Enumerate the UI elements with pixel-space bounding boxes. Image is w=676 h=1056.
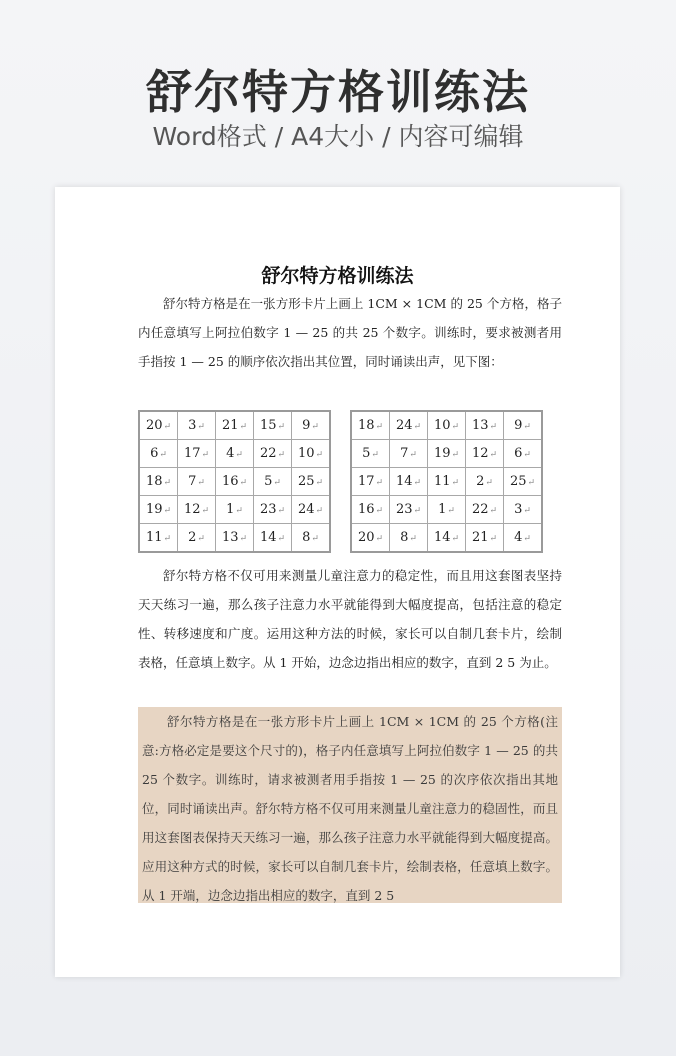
grid-cell [504, 440, 543, 468]
grid-cell-number: 14 [259, 530, 277, 545]
paragraph-mark-icon: ↵ [489, 422, 498, 432]
grid-cell [292, 411, 331, 440]
grid-row [351, 440, 542, 468]
paragraph-mark-icon: ↵ [523, 422, 531, 432]
paragraph-mark-icon: ↵ [239, 478, 248, 488]
grid-cell [390, 524, 428, 553]
grid-cell [139, 411, 178, 440]
grid-cell-number: 3 [188, 418, 197, 433]
paragraph-mark-icon: ↵ [447, 506, 455, 516]
grid-cell [292, 468, 331, 496]
paragraph-mark-icon: ↵ [197, 478, 205, 488]
paragraph-mark-icon: ↵ [409, 450, 417, 460]
grid-row [139, 524, 330, 553]
grid-cell [139, 524, 178, 553]
grid-cell [216, 440, 254, 468]
paragraph-mark-icon: ↵ [159, 450, 167, 460]
grid-cell [428, 524, 466, 553]
schulte-grid-2 [350, 410, 543, 553]
paragraph-mark-icon: ↵ [273, 478, 281, 488]
paragraph-mark-icon: ↵ [489, 506, 498, 516]
paragraph-highlighted: 舒尔特方格是在一张方形卡片上画上 1CM × 1CM 的 25 个方格(注意:方格必定是要这个尺寸的)，格子内任意填写上阿拉伯数字 1 — 25 的共 25 个数字。训练时，请求被测者用手指按 1 — 25 的次序依次指出其地位，同时诵读出声。舒尔特方格不仅可用来测量儿童注意力的稳固性，而且用这套图表保持天天练习一遍，那么孩子注意力水平就能得到大幅度提高。应用这种方式的时候，家长可以自制几套卡片，绘制表格，任意填上数字。从 1 开端，边念边指出相应的数字，直到 2 5 [138, 707, 562, 903]
grid-cell-number: 24 [395, 418, 413, 433]
grid-cell [351, 411, 390, 440]
paragraph-mark-icon: ↵ [523, 506, 531, 516]
grid-cell-number: 6 [514, 446, 523, 461]
paragraph-mark-icon: ↵ [451, 478, 460, 488]
paragraph-mark-icon: ↵ [375, 534, 384, 544]
paragraph-mark-icon: ↵ [235, 450, 243, 460]
paragraph-mark-icon: ↵ [523, 534, 531, 544]
grid-cell-number: 15 [259, 418, 277, 433]
paragraph-mark-icon: ↵ [409, 534, 417, 544]
grid-cell [390, 411, 428, 440]
grid-cell-number: 20 [357, 530, 375, 545]
grid-cell [351, 440, 390, 468]
grid-cell [292, 440, 331, 468]
grid-cell [351, 524, 390, 553]
grid-cell-number: 4 [226, 446, 235, 461]
grid-cell-number: 12 [471, 446, 489, 461]
grid-row [139, 468, 330, 496]
grid-cell-number: 7 [400, 446, 409, 461]
grid-cell-number: 14 [395, 474, 413, 489]
paragraph-mark-icon: ↵ [311, 422, 319, 432]
grid-row [139, 411, 330, 440]
paragraph-mark-icon: ↵ [489, 534, 498, 544]
grid-cell-number: 9 [302, 418, 311, 433]
document-page [55, 187, 620, 977]
grid-cell [139, 440, 178, 468]
grid-cell [178, 524, 216, 553]
grid-cell-number: 12 [183, 502, 201, 517]
grid-cell-number: 10 [433, 418, 451, 433]
paragraph-mark-icon: ↵ [197, 534, 205, 544]
grid-cell [178, 468, 216, 496]
paragraph-mark-icon: ↵ [201, 506, 210, 516]
paragraph-usage: 舒尔特方格不仅可用来测量儿童注意力的稳定性，而且用这套图表坚持天天练习一遍，那么孩子注意力水平就能得到大幅度提高，包括注意的稳定性、转移速度和广度。运用这种方法的时候，家长可以自制几套卡片，绘制表格，任意填上数字。从 1 开始，边念边指出相应的数字，直到 2 5 为止。 [138, 568, 562, 670]
paragraph-mark-icon: ↵ [315, 450, 324, 460]
grid-cell [504, 524, 543, 553]
grid-cell-number: 2 [188, 530, 197, 545]
grid-cell-number: 18 [145, 474, 163, 489]
grid-cell-number: 25 [297, 474, 315, 489]
grid-cell-number: 17 [357, 474, 375, 489]
grid-cell [390, 496, 428, 524]
paragraph-mark-icon: ↵ [413, 478, 422, 488]
banner-subtitle: Word格式 / A4大小 / 内容可编辑 [152, 122, 524, 151]
grid-cell-number: 13 [471, 418, 489, 433]
grid-cell-number: 20 [145, 418, 163, 433]
paragraph-mark-icon: ↵ [163, 534, 172, 544]
grid-cell-number: 3 [514, 502, 523, 517]
paragraph-mark-icon: ↵ [451, 450, 460, 460]
paragraph-mark-icon: ↵ [201, 450, 210, 460]
paragraph-mark-icon: ↵ [315, 478, 324, 488]
grid-cell-number: 25 [509, 474, 527, 489]
grid-cell [178, 440, 216, 468]
paragraph-mark-icon: ↵ [197, 422, 205, 432]
grid-cell [428, 496, 466, 524]
grid-cell-number: 11 [433, 474, 451, 489]
grid-cell [178, 496, 216, 524]
grid-cell-number: 22 [471, 502, 489, 517]
grid-row [139, 440, 330, 468]
grid-cell [254, 411, 292, 440]
paragraph-mark-icon: ↵ [163, 422, 172, 432]
grid-row [139, 496, 330, 524]
paragraph-intro: 舒尔特方格是在一张方形卡片上画上 1CM × 1CM 的 25 个方格，格子内任意填写上阿拉伯数字 1 — 25 的共 25 个数字。训练时，要求被测者用手指按 1 — 25 的顺序依次指出其位置，同时诵读出声，见下图： [138, 296, 562, 369]
grid-cell [139, 468, 178, 496]
grid-cell [466, 468, 504, 496]
paragraph-mark-icon: ↵ [451, 422, 460, 432]
paragraph-mark-icon: ↵ [163, 478, 172, 488]
grid-cell [466, 524, 504, 553]
paragraph-mark-icon: ↵ [277, 506, 286, 516]
grid-cell [351, 468, 390, 496]
grid-cell [466, 496, 504, 524]
paragraph-mark-icon: ↵ [375, 478, 384, 488]
grid-cell [254, 468, 292, 496]
paragraph-mark-icon: ↵ [523, 450, 531, 460]
grid-cell [466, 440, 504, 468]
document-title: 舒尔特方格训练法 [261, 265, 414, 287]
grid-cell-number: 1 [226, 502, 235, 517]
grid-cell-number: 19 [433, 446, 451, 461]
grid-cell [504, 411, 543, 440]
grid-cell-number: 9 [514, 418, 523, 433]
grid-cell-number: 14 [433, 530, 451, 545]
grid-cell-number: 23 [395, 502, 413, 517]
grid-cell-number: 8 [302, 530, 311, 545]
grid-cell [216, 524, 254, 553]
grid-cell-number: 22 [259, 446, 277, 461]
paragraph-mark-icon: ↵ [375, 506, 384, 516]
paragraph-mark-icon: ↵ [277, 422, 286, 432]
grid-cell-number: 19 [145, 502, 163, 517]
grid-cell [428, 440, 466, 468]
grid-cell [351, 496, 390, 524]
grid-cell [254, 496, 292, 524]
grid-cell-number: 8 [400, 530, 409, 545]
grid-row [351, 524, 542, 553]
grid-row [351, 496, 542, 524]
paragraph-mark-icon: ↵ [311, 534, 319, 544]
paragraph-mark-icon: ↵ [451, 534, 460, 544]
grid-cell [428, 411, 466, 440]
paragraph-mark-icon: ↵ [489, 450, 498, 460]
paragraph-mark-icon: ↵ [375, 422, 384, 432]
grid-cell [216, 496, 254, 524]
paragraph-mark-icon: ↵ [277, 534, 286, 544]
grid-cell-number: 13 [221, 530, 239, 545]
grid-row [351, 411, 542, 440]
grid-cell-number: 7 [188, 474, 197, 489]
grid-cell-number: 16 [357, 502, 375, 517]
grid-cell [254, 524, 292, 553]
grid-cell [428, 468, 466, 496]
grid-cell-number: 1 [438, 502, 447, 517]
paragraph-mark-icon: ↵ [235, 506, 243, 516]
grid-cell-number: 10 [297, 446, 315, 461]
grid-cell [216, 411, 254, 440]
grid-cell-number: 18 [357, 418, 375, 433]
grid-cell-number: 21 [471, 530, 489, 545]
grid-cell-number: 5 [264, 474, 273, 489]
grid-cell-number: 21 [221, 418, 239, 433]
grid-cell [292, 496, 331, 524]
grid-cell [504, 468, 543, 496]
grid-cell [466, 411, 504, 440]
grid-cell-number: 6 [150, 446, 159, 461]
paragraph-mark-icon: ↵ [163, 506, 172, 516]
grid-cell-number: 17 [183, 446, 201, 461]
schulte-grid-1 [138, 410, 331, 553]
grid-cell [139, 496, 178, 524]
grid-cell-number: 5 [362, 446, 371, 461]
paragraph-mark-icon: ↵ [485, 478, 493, 488]
paragraph-mark-icon: ↵ [371, 450, 379, 460]
grid-row [351, 468, 542, 496]
grid-cell-number: 16 [221, 474, 239, 489]
grid-cell [390, 440, 428, 468]
paragraph-mark-icon: ↵ [315, 506, 324, 516]
grid-cell [178, 411, 216, 440]
grid-cell [216, 468, 254, 496]
grid-cell [504, 496, 543, 524]
grid-cell-number: 11 [145, 530, 163, 545]
grid-cell [292, 524, 331, 553]
paragraph-mark-icon: ↵ [239, 534, 248, 544]
grid-cell [254, 440, 292, 468]
paragraph-mark-icon: ↵ [277, 450, 286, 460]
grid-cell-number: 23 [259, 502, 277, 517]
paragraph-mark-icon: ↵ [413, 506, 422, 516]
banner-title: 舒尔特方格训练法 [146, 65, 530, 119]
grid-cell-number: 2 [476, 474, 485, 489]
grid-cell-number: 4 [514, 530, 523, 545]
grid-cell-number: 24 [297, 502, 315, 517]
paragraph-mark-icon: ↵ [413, 422, 422, 432]
paragraph-mark-icon: ↵ [527, 478, 536, 488]
grid-cell [390, 468, 428, 496]
paragraph-mark-icon: ↵ [239, 422, 248, 432]
